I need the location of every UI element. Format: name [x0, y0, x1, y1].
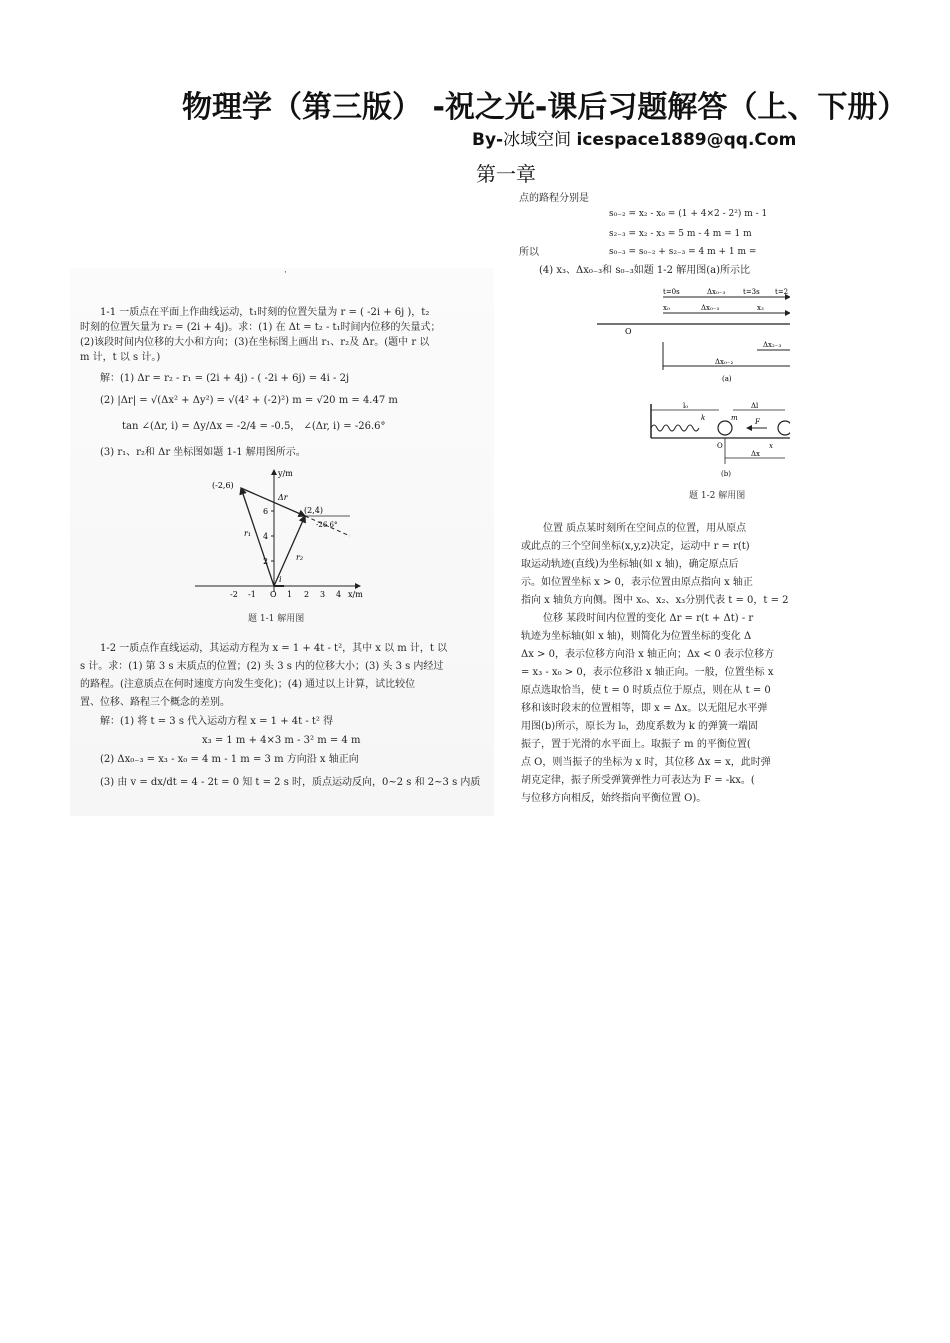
label-F: F	[755, 418, 760, 426]
document-title: 物理学（第三版） -祝之光-课后习题解答（上、下册）	[182, 90, 908, 125]
label-dx03: Δx₀₋₃	[707, 288, 726, 296]
right-top-line: 所以	[519, 247, 539, 258]
right-body-line: 取运动轨迹(直线)为坐标轴(如 x 轴)，确定原点后	[521, 559, 739, 570]
mass-displaced	[778, 421, 790, 435]
point-label-2: (2,4)	[304, 506, 323, 515]
problem-1-2-line: 置、位移、路程三个概念的差别。	[80, 697, 230, 708]
r1-label: r₁	[244, 529, 252, 538]
byline	[472, 125, 796, 150]
right-body-line: 振子，置于光滑的水平面上。取振子 m 的平衡位置(	[521, 739, 751, 750]
label-x: x	[769, 442, 773, 450]
x-tick-label: 4	[336, 590, 342, 598]
spring-coil	[651, 425, 699, 431]
angle-label: -26.6°	[316, 521, 338, 529]
right-body-line: 点 O，则当振子的坐标为 x 时，其位移 Δx = x，此时弹	[521, 757, 771, 768]
figure-1-2a	[597, 284, 790, 384]
problem-1-1-line: 1-1 一质点在平面上作曲线运动，t₁时刻的位置矢量为 r = ( -2i + 6j )，t₂	[100, 307, 430, 318]
label-x0: x₀	[663, 304, 670, 312]
right-body-line: = x₃ - x₀ > 0，表示位移沿 x 轴正向。一般，位置坐标 x	[521, 667, 774, 678]
figure-1-2b	[647, 398, 790, 480]
label-b: (b)	[721, 470, 731, 478]
origin-label: O	[270, 590, 277, 598]
label-t3: t=3s	[743, 288, 760, 296]
right-top-line: 点的路程分别是	[519, 193, 589, 204]
right-body-line: 与位移方向相反，始终指向平衡位置 O)。	[521, 793, 707, 804]
label-dx: Δx	[751, 450, 761, 458]
delta-r-label: Δr	[278, 493, 288, 502]
label-t2: t=2	[775, 288, 789, 296]
right-body-line: 原点选取恰当，使 t = 0 时质点位于原点，则在从 t = 0	[521, 685, 771, 696]
problem-1-1-line: (2)该段时间内位移的大小和方向；(3)在坐标图上画出 r₁、r₂及 Δr。(题中 r 以	[80, 337, 430, 348]
x-axis-label: x/m	[348, 590, 363, 598]
x-tick-label: 2	[304, 590, 310, 598]
figure-1-2-caption: 题 1-2 解用图	[689, 491, 746, 501]
solution-1-1-line: 解：(1) Δr = r₂ - r₁ = (2i + 4j) - ( -2i + 6j) = 4i - 2j	[100, 373, 350, 384]
i-label: i	[279, 575, 282, 584]
label-dl: Δl	[751, 402, 759, 410]
r2-label: r₂	[296, 553, 304, 562]
scanned-page-right	[517, 190, 790, 808]
byline-email: icespace1889@qq.Com	[576, 130, 797, 150]
solution-1-2-line: (2) Δx₀₋₃ = x₃ - x₀ = 4 m - 1 m = 3 m 方向沿 x 轴正向	[100, 754, 359, 765]
label-k: k	[701, 414, 706, 422]
label-m: m	[731, 414, 738, 422]
right-body-line: 移和该时段末的位置相等，即 x = Δx。以无阻尼水平弹	[521, 703, 768, 714]
x-tick-label: -2	[230, 590, 238, 598]
x-tick-label: 3	[320, 590, 326, 598]
mass-at-equilibrium	[718, 421, 732, 435]
label-dx03-mid: Δx₀₋₃	[701, 304, 720, 312]
solution-1-2-line: x₃ = 1 m + 4×3 m - 3² m = 4 m	[202, 735, 361, 746]
problem-1-2-line: 的路程。(注意质点在何时速度方向发生变化)；(4) 通过以上计算，试比较位	[80, 679, 416, 690]
x-tick-label: -1	[248, 590, 256, 598]
label-dx02: Δx₀₋₂	[715, 358, 734, 366]
vector-delta-r	[241, 488, 305, 516]
byline-prefix: By-	[472, 130, 504, 150]
right-top-line: s₂₋₃ = x₂ - x₃ = 5 m - 4 m = 1 m	[609, 229, 752, 239]
right-top-line: s₀₋₃ = s₀₋₂ + s₂₋₃ = 4 m + 1 m =	[609, 247, 757, 257]
x-tick-label: 1	[287, 590, 293, 598]
y-axis-label: y/m	[278, 469, 293, 478]
right-body-line: 位置 质点某时刻所在空间点的位置，用从原点	[543, 523, 747, 534]
y-tick-label: 6	[263, 507, 269, 516]
solution-1-1-line: (3) r₁、r₂和 Δr 坐标图如题 1-1 解用图所示。	[100, 447, 306, 458]
right-body-line: Δx > 0，表示位移方向沿 x 轴正向；Δx < 0 表示位移方	[521, 649, 775, 660]
chapter-heading: 第一章	[476, 162, 536, 186]
solution-1-1-line: tan ∠(Δr, i) = Δy/Δx = -2/4 = -0.5， ∠(Δr, i) = -26.6°	[122, 421, 386, 432]
label-t0: t=0s	[663, 288, 680, 296]
problem-1-2-line: 1-2 一质点作直线运动，其运动方程为 x = 1 + 4t - t²，其中 x 以 m 计，t 以	[100, 643, 448, 654]
right-body-line: 示。如位置坐标 x > 0，表示位置由原点指向 x 轴正	[521, 577, 753, 588]
right-body-line: 或此点的三个空间坐标(x,y,z)决定，运动中 r = r(t)	[521, 541, 750, 552]
label-origin: O	[625, 327, 632, 336]
right-body-line: 用图(b)所示，原长为 l₀，劲度系数为 k 的弹簧一端固	[521, 721, 759, 732]
solution-1-1-line: (2) |Δr| = √(Δx² + Δy²) = √(4² + (-2)²) m = √20 m = 4.47 m	[100, 395, 398, 406]
byline-author: 冰域空间	[503, 130, 572, 150]
right-body-line: 指向 x 轴负方向侧。图中 x₀、x₂、x₃分别代表 t = 0，t = 2	[521, 595, 789, 606]
right-body-line: 轨迹为坐标轴(如 x 轴)，则简化为位置坐标的变化 Δ	[521, 631, 752, 642]
right-body-line: 胡克定律，振子所受弹簧弹性力可表达为 F = -kx。(	[521, 775, 755, 786]
label-dx23: Δx₂₋₃	[763, 341, 782, 349]
solution-1-2-line: 解：(1) 将 t = 3 s 代入运动方程 x = 1 + 4t - t² 得	[100, 716, 334, 727]
y-tick-label: 4	[263, 532, 269, 541]
label-a: (a)	[722, 375, 732, 383]
label-x3: x₃	[757, 304, 764, 312]
figure-1-1-caption: 题 1-1 解用图	[248, 614, 305, 624]
scanned-page-left	[70, 268, 494, 816]
y-tick-label: 2	[263, 557, 269, 566]
right-top-line: (4) x₃、Δx₀₋₃和 s₀₋₃如题 1-2 解用图(a)所示比	[539, 265, 750, 276]
point-label-1: (-2,6)	[212, 481, 234, 490]
solution-1-2-line: (3) 由 v = dx/dt = 4 - 2t = 0 知 t = 2 s 时，质点运动反向，0~2 s 和 2~3 s 内质	[100, 777, 481, 788]
label-l0: l₀	[683, 402, 689, 410]
problem-1-1-line: 时刻的位置矢量为 r₂ = (2i + 4j)。求：(1) 在 Δt = t₂ - t₁时间内位移的矢量式；	[80, 322, 441, 333]
scan-dot: ·	[284, 268, 287, 278]
figure-1-1	[190, 464, 370, 598]
right-body-line: 位移 某段时间内位置的变化 Δr = r(t + Δt) - r	[543, 613, 754, 624]
label-O: O	[717, 442, 723, 450]
problem-1-2-line: s 计。求：(1) 第 3 s 末质点的位置；(2) 头 3 s 内的位移大小；(3) 头 3 s 内经过	[80, 661, 444, 672]
right-top-line: s₀₋₂ = x₂ - x₀ = (1 + 4×2 - 2²) m - 1	[609, 209, 768, 219]
problem-1-1-line: m 计，t 以 s 计。)	[80, 352, 161, 363]
